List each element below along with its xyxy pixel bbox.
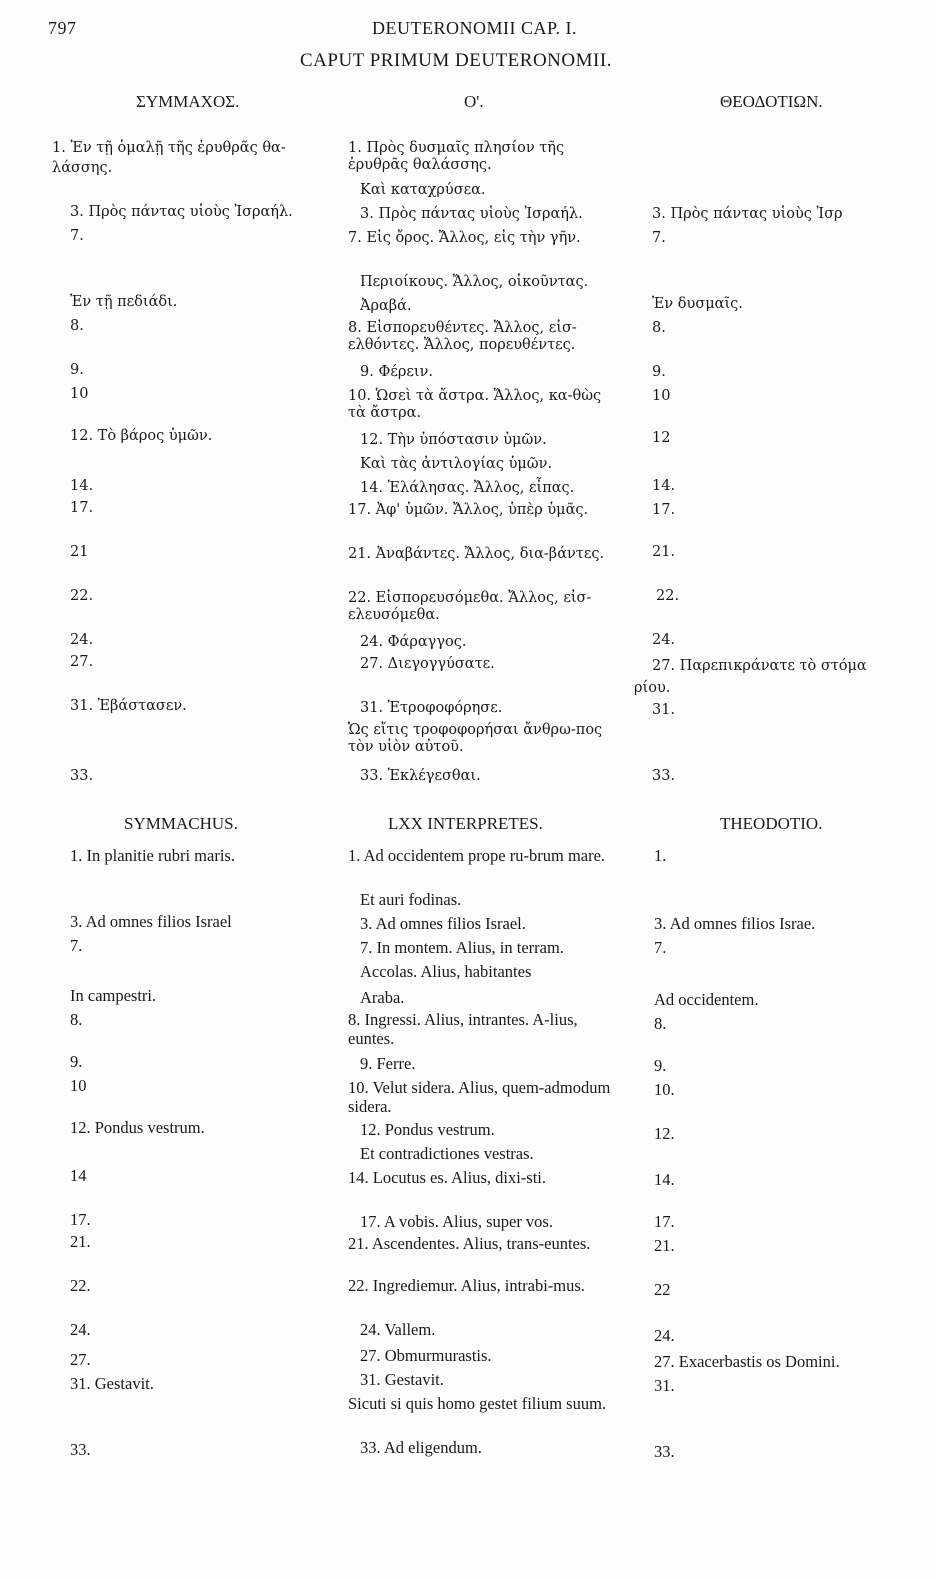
greek-right-entry: 22. bbox=[656, 588, 680, 604]
latin-right-entry: 17. bbox=[654, 1212, 675, 1231]
greek-right-entry: Ἐν δυσμαῖς. bbox=[652, 296, 743, 312]
greek-middle-entry: 17. Ἀφ' ὑμῶν. Ἄλλος, ὑπὲρ ὑμᾶς. bbox=[348, 502, 589, 518]
latin-header-theodotion: THEODOTIO. bbox=[720, 814, 823, 833]
greek-left-entry: 21 bbox=[70, 544, 89, 560]
latin-middle-entry: 33. Ad eligendum. bbox=[360, 1438, 482, 1457]
latin-left-entry: 22. bbox=[70, 1276, 91, 1295]
latin-middle-entry: Accolas. Alius, habitantes bbox=[360, 962, 532, 981]
greek-left-entry: 31. Ἐβάστασεν. bbox=[70, 698, 187, 714]
latin-header-septuagint: LXX INTERPRETES. bbox=[388, 814, 543, 833]
greek-middle-entry: 12. Τὴν ὑπόστασιν ὑμῶν. bbox=[360, 432, 547, 448]
latin-right-entry: 21. bbox=[654, 1236, 675, 1255]
greek-left-entry: 14. bbox=[70, 478, 94, 494]
greek-left-entry: Ἐν τῇ πεδιάδι. bbox=[70, 294, 178, 310]
latin-middle-entry: Araba. bbox=[360, 988, 405, 1007]
latin-left-entry: In campestri. bbox=[70, 986, 157, 1005]
greek-middle-entry: 9. Φέρειν. bbox=[360, 364, 433, 380]
greek-middle-entry: Ἀραβά. bbox=[360, 298, 412, 314]
latin-right-entry: 12. bbox=[654, 1124, 675, 1143]
latin-right-entry: 24. bbox=[654, 1326, 675, 1345]
latin-left-entry: 24. bbox=[70, 1320, 91, 1339]
greek-left-entry: 24. bbox=[70, 632, 94, 648]
latin-middle-entry: 1. Ad occidentem prope ru-brum mare. bbox=[348, 846, 606, 865]
greek-middle-entry: 31. Ἐτροφοφόρησε. bbox=[360, 700, 503, 716]
greek-right-entry: 24. bbox=[652, 632, 676, 648]
latin-right-entry: 31. bbox=[654, 1376, 675, 1395]
latin-left-entry: 31. Gestavit. bbox=[70, 1374, 154, 1393]
latin-right-entry: Ad occidentem. bbox=[654, 990, 759, 1009]
greek-right-entry: 31. bbox=[652, 702, 676, 718]
latin-middle-entry: 8. Ingressi. Alius, intrantes. A-lius, euntes. bbox=[348, 1010, 578, 1048]
greek-left-entry: 3. Πρὸς πάντας υἱοὺς Ἰσραήλ. bbox=[70, 204, 293, 220]
latin-left-entry: 21. bbox=[70, 1232, 91, 1251]
latin-left-entry: 1. In planitie rubri maris. bbox=[70, 846, 235, 865]
greek-header-theodotion: ΘΕΟΔΟΤΙΩΝ. bbox=[720, 92, 823, 111]
page-title: CAPUT PRIMUM DEUTERONOMII. bbox=[300, 50, 612, 71]
greek-right-entry: 12 bbox=[652, 430, 671, 446]
greek-left-entry: 7. bbox=[70, 228, 84, 244]
latin-middle-entry: 7. In montem. Alius, in terram. bbox=[360, 938, 564, 957]
greek-header-symmachus: ΣΥΜΜΑΧΟΣ. bbox=[136, 92, 240, 111]
greek-middle-entry: 1. Πρὸς δυσμαῖς πλησίον τῆς ἐρυθρᾶς θαλάσσης. bbox=[348, 140, 565, 173]
greek-middle-entry: 3. Πρὸς πάντας υἱοὺς Ἰσραήλ. bbox=[360, 206, 583, 222]
latin-left-entry: 10 bbox=[70, 1076, 87, 1095]
greek-left-entry: 33. bbox=[70, 768, 94, 784]
greek-right-entry: 14. bbox=[652, 478, 676, 494]
latin-right-entry: 3. Ad omnes filios Israe. bbox=[654, 914, 816, 933]
greek-middle-entry: 7. Εἰς ὄρος. Ἄλλος, εἰς τὴν γῆν. bbox=[348, 230, 581, 246]
greek-left-entry: λάσσης. bbox=[52, 160, 113, 176]
greek-right-entry: 21. bbox=[652, 544, 676, 560]
latin-middle-entry: 3. Ad omnes filios Israel. bbox=[360, 914, 526, 933]
greek-right-entry: ρίου. bbox=[634, 680, 671, 696]
greek-right-entry: 9. bbox=[652, 364, 666, 380]
greek-middle-entry: 8. Εἰσπορευθέντες. Ἄλλος, εἰσ-ελθόντες. Ἄλλος, πορευθέντες. bbox=[348, 320, 577, 353]
latin-middle-entry: Et contradictiones vestras. bbox=[360, 1144, 534, 1163]
greek-left-entry: 1. Ἐν τῇ ὁμαλῇ τῆς ἐρυθρᾶς θα- bbox=[52, 140, 286, 156]
greek-middle-entry: Ὡς εἴτις τροφοφορήσαι ἄνθρω-πος τὸν υἱὸν αὐτοῦ. bbox=[348, 722, 603, 755]
latin-right-entry: 27. Exacerbastis os Domini. bbox=[654, 1352, 840, 1371]
greek-left-entry: 10 bbox=[70, 386, 89, 402]
latin-middle-entry: 22. Ingrediemur. Alius, intrabi-mus. bbox=[348, 1276, 585, 1295]
latin-header-symmachus: SYMMACHUS. bbox=[124, 814, 238, 833]
latin-left-entry: 8. bbox=[70, 1010, 83, 1029]
latin-right-entry: 1. bbox=[654, 846, 667, 865]
latin-middle-entry: 14. Locutus es. Alius, dixi-sti. bbox=[348, 1168, 546, 1187]
greek-middle-entry: Καὶ τὰς ἀντιλογίας ὑμῶν. bbox=[360, 456, 553, 472]
latin-right-entry: 9. bbox=[654, 1056, 667, 1075]
latin-middle-entry: 27. Obmurmurastis. bbox=[360, 1346, 492, 1365]
latin-right-entry: 33. bbox=[654, 1442, 675, 1461]
latin-middle-entry: 31. Gestavit. bbox=[360, 1370, 444, 1389]
latin-middle-entry: Et auri fodinas. bbox=[360, 890, 462, 909]
greek-left-entry: 12. Τὸ βάρος ὑμῶν. bbox=[70, 428, 213, 444]
latin-left-entry: 27. bbox=[70, 1350, 91, 1369]
latin-left-entry: 9. bbox=[70, 1052, 83, 1071]
greek-left-entry: 22. bbox=[70, 588, 94, 604]
greek-middle-entry: 33. Ἐκλέγεσθαι. bbox=[360, 768, 481, 784]
page-number: 797 bbox=[48, 18, 77, 38]
latin-left-entry: 12. Pondus vestrum. bbox=[70, 1118, 205, 1137]
greek-right-entry: 8. bbox=[652, 320, 666, 336]
latin-middle-entry: 21. Ascendentes. Alius, trans-euntes. bbox=[348, 1234, 591, 1253]
greek-right-entry: 3. Πρὸς πάντας υἱοὺς Ἰσρ bbox=[652, 206, 843, 222]
greek-middle-entry: 22. Εἰσπορευσόμεθα. Ἄλλος, εἰσ-ελευσόμεθα. bbox=[348, 590, 592, 623]
greek-right-entry: 10 bbox=[652, 388, 671, 404]
latin-right-entry: 22 bbox=[654, 1280, 671, 1299]
greek-left-entry: 27. bbox=[70, 654, 94, 670]
greek-middle-entry: 27. Διεγογγύσατε. bbox=[360, 656, 495, 672]
latin-middle-entry: Sicuti si quis homo gestet filium suum. bbox=[348, 1394, 607, 1413]
latin-middle-entry: 17. A vobis. Alius, super vos. bbox=[360, 1212, 553, 1231]
greek-middle-entry: 14. Ἐλάλησας. Ἄλλος, εἶπας. bbox=[360, 480, 575, 496]
latin-left-entry: 14 bbox=[70, 1166, 87, 1185]
greek-middle-entry: 21. Ἀναβάντες. Ἄλλος, δια-βάντες. bbox=[348, 546, 605, 562]
latin-right-entry: 10. bbox=[654, 1080, 675, 1099]
greek-right-entry: 7. bbox=[652, 230, 666, 246]
latin-middle-entry: 10. Velut sidera. Alius, quem-admodum sidera. bbox=[348, 1078, 611, 1116]
running-head: DEUTERONOMII CAP. I. bbox=[372, 18, 577, 38]
greek-middle-entry: 10. Ὡσεὶ τὰ ἄστρα. Ἄλλος, κα-θὼς τὰ ἄστρα. bbox=[348, 388, 602, 421]
greek-right-entry: 27. Παρεπικράνατε τὸ στόμα bbox=[652, 658, 867, 674]
latin-right-entry: 7. bbox=[654, 938, 667, 957]
greek-middle-entry: Περιοίκους. Ἄλλος, οἰκοῦντας. bbox=[360, 274, 589, 290]
latin-left-entry: 3. Ad omnes filios Israel bbox=[70, 912, 232, 931]
greek-right-entry: 17. bbox=[652, 502, 676, 518]
latin-right-entry: 8. bbox=[654, 1014, 667, 1033]
greek-right-entry: 33. bbox=[652, 768, 676, 784]
latin-right-entry: 14. bbox=[654, 1170, 675, 1189]
latin-left-entry: 17. bbox=[70, 1210, 91, 1229]
greek-middle-entry: 24. Φάραγγος. bbox=[360, 634, 467, 650]
latin-middle-entry: 9. Ferre. bbox=[360, 1054, 416, 1073]
latin-left-entry: 7. bbox=[70, 936, 83, 955]
greek-left-entry: 17. bbox=[70, 500, 94, 516]
greek-left-entry: 8. bbox=[70, 318, 84, 334]
greek-left-entry: 9. bbox=[70, 362, 84, 378]
greek-middle-entry: Καὶ καταχρύσεα. bbox=[360, 182, 486, 198]
greek-header-septuagint: Ο'. bbox=[464, 92, 484, 111]
latin-middle-entry: 24. Vallem. bbox=[360, 1320, 436, 1339]
latin-left-entry: 33. bbox=[70, 1440, 91, 1459]
latin-middle-entry: 12. Pondus vestrum. bbox=[360, 1120, 495, 1139]
